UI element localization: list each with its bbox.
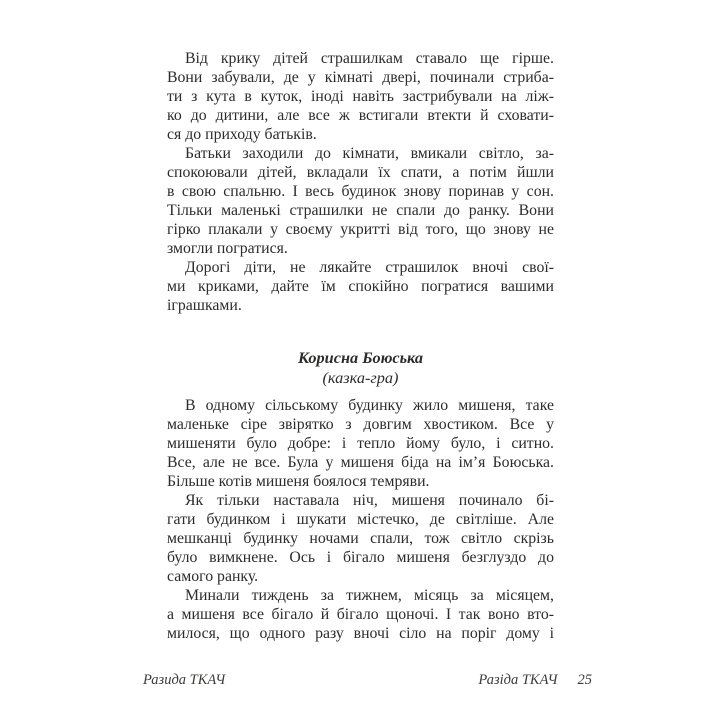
text-line: Від крику дітей страшилкам ставало ще гірше. <box>185 50 554 67</box>
text-line: самого ранку. <box>167 568 259 585</box>
text-line: а мишеня все бігало й бігало щоночі. І так воно вто- <box>167 606 554 623</box>
text-line: в свою спальню. І весь будинок знову поринав у сон. <box>167 183 554 200</box>
paragraph <box>167 491 554 586</box>
text-line: Більше котів мишеня боялося темряви. <box>167 473 430 490</box>
text-line: іграшками. <box>167 297 242 314</box>
story-ending-paragraphs <box>167 49 554 315</box>
text-line: було вимкнене. Ось і бігало мишеня безглуздо до <box>167 549 554 566</box>
text-line: гірко плакали у своєму укритті від того, що знову не <box>167 221 554 238</box>
text-line: В одному сільському будинку жило мишеня, таке <box>185 397 554 414</box>
text-line: Минали тиждень за тижнем, місяць за місяцем, <box>185 587 554 604</box>
footer-right-group <box>478 671 592 689</box>
text-line: Вони забували, де у кімнаті двері, починали стриба- <box>167 69 554 86</box>
text-line: Все, але не все. Була у мишеня біда на ім’я Боюська. <box>167 454 554 471</box>
paragraph <box>167 396 554 491</box>
text-line: Батьки заходили до кімнати, вмикали світло, за- <box>185 145 554 162</box>
paragraph <box>167 586 554 643</box>
paragraph <box>167 144 554 258</box>
page-footer <box>143 671 592 689</box>
running-title-left: Разида ТКАЧ <box>143 672 226 688</box>
paragraph <box>167 49 554 144</box>
text-line: милося, що одного разу вночі сіло на поріг дому і <box>167 625 554 642</box>
text-line: гати будинком і шукати містечко, де світліше. Але <box>167 511 554 528</box>
text-line: мишеняти було добре: і тепло йому було, і ситно. <box>167 435 554 452</box>
text-line: ти з кута в куток, іноді навіть застрибували на ліж- <box>167 88 554 105</box>
running-title-right: Разіда ТКАЧ <box>478 672 558 688</box>
section-subtitle: (казка-гра) <box>322 368 399 387</box>
page-number: 25 <box>577 672 592 688</box>
text-line: мешканці будинку ночами спали, тож світло скрізь <box>167 530 554 547</box>
text-line: ми криками, дайте їм спокійно погратися вашими <box>167 278 554 295</box>
paragraph <box>167 258 554 315</box>
section-title: Корисна Боюська <box>297 348 424 367</box>
story-beginning-paragraphs <box>167 396 554 643</box>
text-column <box>167 49 554 643</box>
text-line: ко до дитини, але все ж встигали втекти й сховати- <box>167 107 554 124</box>
text-line: Як тільки наставала ніч, мишеня починало бі- <box>185 492 554 509</box>
text-line: маленьке сіре звірятко з довгим хвостиком. Все у <box>167 416 554 433</box>
text-line: змогли погратися. <box>167 240 288 257</box>
text-line: Дорогі діти, не лякайте страшилок вночі свої- <box>185 259 554 276</box>
text-line: спокоювали дітей, вкладали їх спати, а потім йшли <box>167 164 554 181</box>
text-line: Тільки маленькі страшилки не спали до ранку. Вони <box>167 202 554 219</box>
text-line: ся до приходу батьків. <box>167 126 317 143</box>
